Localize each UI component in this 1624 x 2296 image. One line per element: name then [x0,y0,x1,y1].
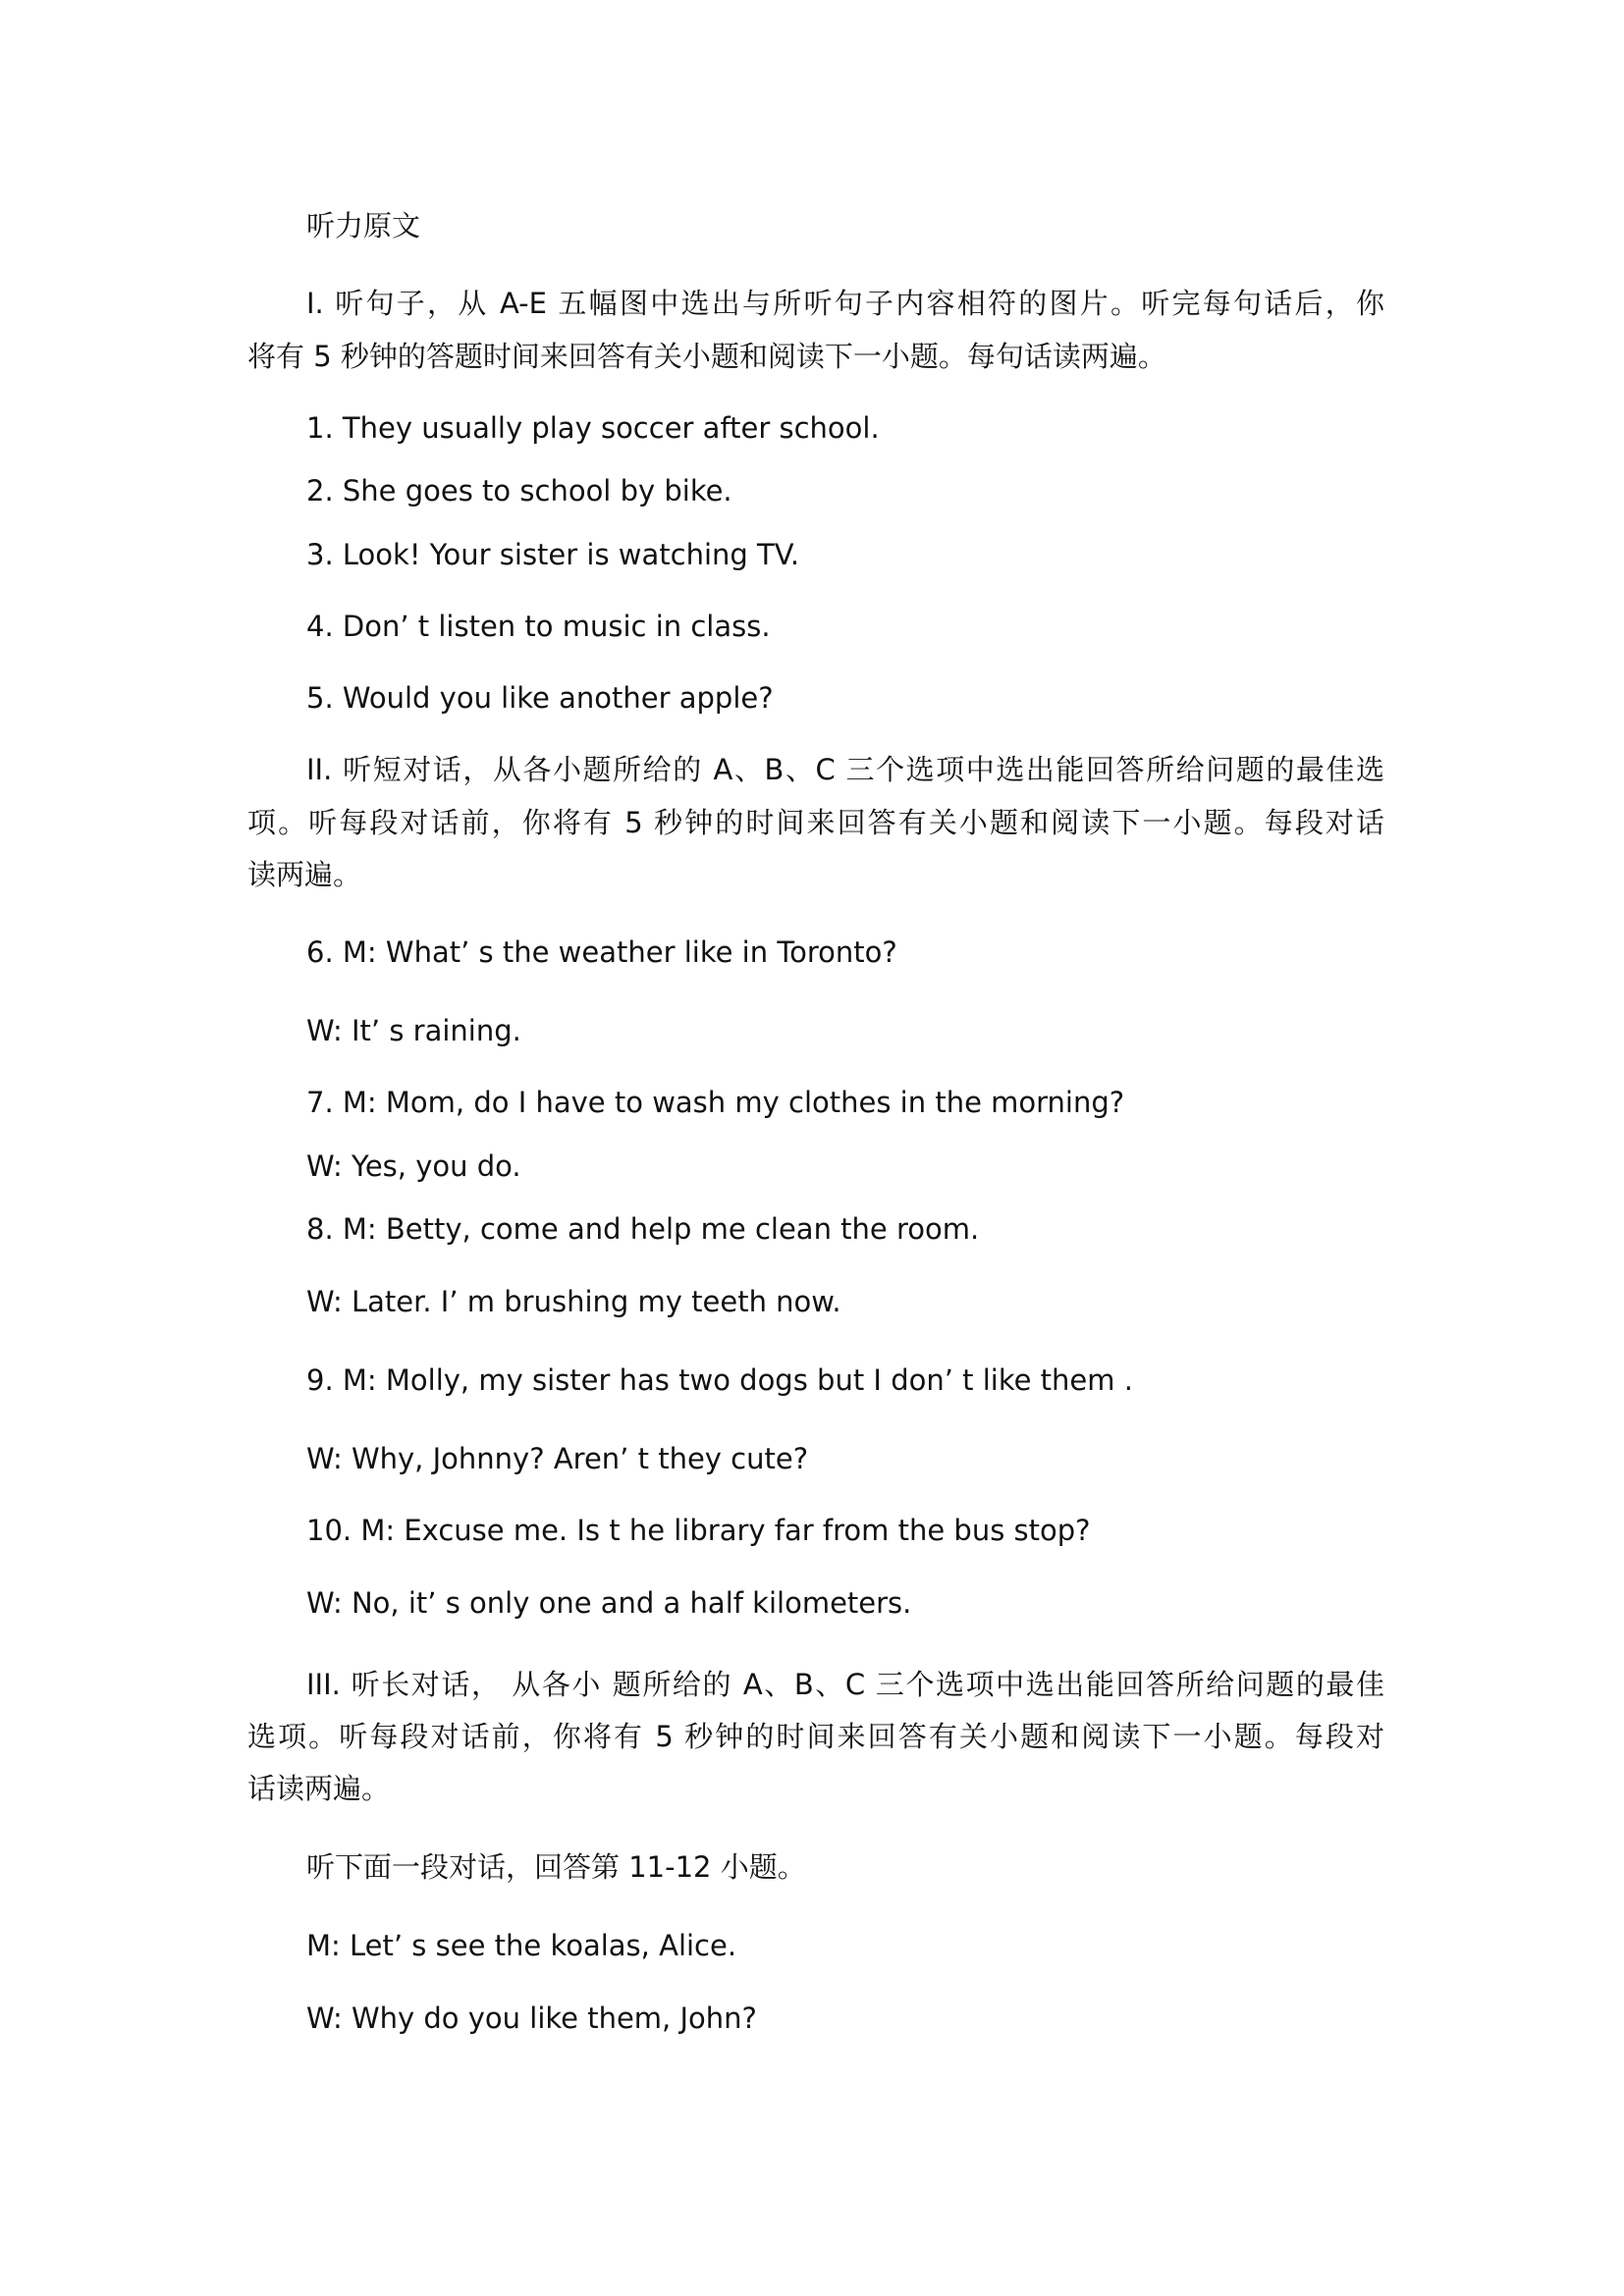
section1-instruction-line2: 将有 5 秒钟的答题时间来回答有关小题和阅读下一小题。每句话读两遍。 [247,340,1166,373]
section3-instruction-line2: 选项。听每段对话前，你将有 5 秒钟的时间来回答有关小题和阅读下一小题。每段对 [247,1720,1384,1753]
sentence-item-5: 5. Would you like another apple? [306,681,774,715]
page-title: 听力原文 [306,209,421,242]
dialogue-line: 8. M: Betty, come and help me clean the room. [306,1212,980,1246]
dialogue-line: W: Later. I’ m brushing my teeth now. [306,1285,841,1318]
sentence-item-4: 4. Don’ t listen to music in class. [306,610,771,643]
section2-instruction-line2: 项。听每段对话前，你将有 5 秒钟的时间来回答有关小题和阅读下一小题。每段对话 [247,806,1384,839]
dialogue-line: W: Yes, you do. [306,1149,521,1183]
dialogue-line: W: It’ s raining. [306,1014,521,1047]
section2-instruction-line3: 读两遍。 [247,858,362,891]
dialogue-line: W: Why, Johnny? Aren’ t they cute? [306,1442,809,1475]
section3-sub-instruction: 听下面一段对话，回答第 11-12 小题。 [306,1850,806,1884]
dialogue-line: 7. M: Mom, do I have to wash my clothes in the morning? [306,1086,1125,1119]
sentence-item-1: 1. They usually play soccer after school. [306,411,880,445]
section3-instruction-line1: III. 听长对话， 从各小 题所给的 A、B、C 三个选项中选出能回答所给问题的最佳 [306,1668,1384,1701]
section1-instruction-line1: I. 听句子，从 A-E 五幅图中选出与所听句子内容相符的图片。听完每句话后，你 [306,287,1384,320]
dialogue-line: 9. M: Molly, my sister has two dogs but I don’ t like them . [306,1363,1133,1397]
dialogue-line: M: Let’ s see the koalas, Alice. [306,1929,737,1962]
sentence-item-3: 3. Look! Your sister is watching TV. [306,538,800,571]
dialogue-line: 10. M: Excuse me. Is t he library far from the bus stop? [306,1514,1091,1547]
dialogue-line: 6. M: What’ s the weather like in Toronto? [306,935,897,969]
dialogue-line: W: Why do you like them, John? [306,2002,757,2035]
section2-instruction-line1: II. 听短对话，从各小题所给的 A、B、C 三个选项中选出能回答所给问题的最佳选 [306,753,1384,786]
sentence-item-2: 2. She goes to school by bike. [306,474,732,507]
dialogue-line: W: No, it’ s only one and a half kilometers. [306,1586,912,1620]
section3-instruction-line3: 话读两遍。 [247,1772,391,1805]
